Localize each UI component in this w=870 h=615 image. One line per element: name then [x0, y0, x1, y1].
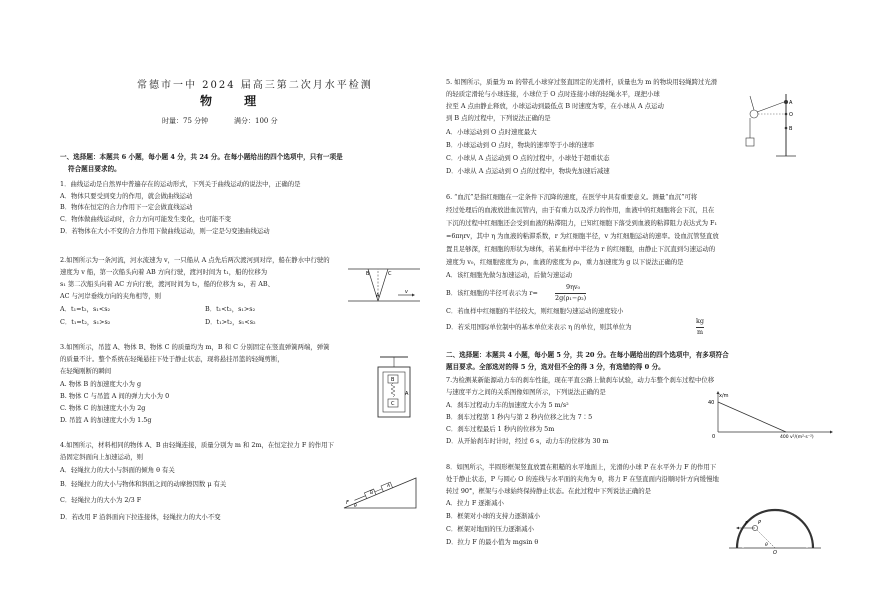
q1-option-b: B．物体在恒定的合力作用下一定会做直线运动 [60, 203, 193, 211]
subject-title: 物 理 [200, 94, 271, 108]
q2-stem-line3: s₁ 第二次船头向着 AC 方向行驶，渡河时间为 t₂，船的位移为 s₂，若 AB、 [60, 280, 274, 288]
q6-option-d-denominator: m [697, 328, 704, 336]
q7-stem-line1: 7.为检测某新能源动力车的刹车性能，现在平直公路上做刹车试验，动力车整个刹车过程中位移 [446, 376, 715, 384]
q8-fig-label-f: F [745, 521, 748, 527]
q4-option-c: C．轻绳拉力的大小为 2/3 F [60, 496, 142, 504]
q2-option-b: B．t₁<t₂，s₁>s₂ [205, 305, 256, 313]
q6-stem-line6: 速度为 v₀，红细胞密度为 ρ₁，血液的密度为 ρ₂，重力加速度为 g 以下说法正确的是 [446, 258, 684, 266]
q6-stem-line1: 6. “血沉”是指红细胞在一定条件下沉降的速度，在医学中具有重要意义。测量“血沉”可将 [446, 193, 698, 201]
q3-fig-label-b: B [391, 377, 395, 383]
q3-fig-label-c: C [391, 401, 395, 407]
exam-score: 满分：100 分 [234, 117, 278, 125]
section1-intro: 一、选择题：本题共 6 小题，每小题 4 分，共 24 分。在每小题给出的四个选项中，只有一项是 [60, 153, 343, 161]
q7-stem-line2: 与速度平方之间的关系图像如图所示，下列说法正确的是 [446, 388, 606, 396]
q1-option-d: D．若物体在大小不变的合力作用下做曲线运动，则一定是匀变速曲线运动 [60, 227, 270, 235]
q5-stem-line2: 的轻质定滑轮与小球连接，小球位于 O 点时连接小球的轻绳水平，现把小球 [446, 90, 660, 98]
q8-option-a: A．拉力 F 逐渐减小 [446, 499, 504, 507]
q8-option-d: D．拉力 F 的最小值为 mgsin θ [446, 538, 539, 546]
q6-stem-line2: 经过处理后的血液放进血沉管内，由于有重力以及浮力的作用，血液中的红细胞将会下沉，且在 [446, 206, 715, 214]
q7-fig-ytick: 40 [708, 400, 715, 406]
q5-option-c: C．小球从 A 点运动到 O 点的过程中，小球处于超重状态 [446, 154, 610, 162]
q6-option-a: A．该红细胞先做匀加速运动，后做匀速运动 [446, 271, 573, 279]
q4-option-d: D．若改用 F 沿斜面向下拉连接体，轻绳拉力的大小不变 [60, 513, 221, 521]
q7-graph-figure [704, 390, 834, 442]
right-column [440, 0, 840, 615]
q5-stem-line1: 5. 如图所示，质量为 m 的带孔小球穿过竖直固定的光滑杆，质量也为 m 的物块用轻绳跨过光滑 [446, 78, 718, 86]
q3-option-c: C. 物体 C 的加速度大小为 2g [60, 404, 146, 412]
q5-stem-line4: 到 B 点的过程中，下列说法正确的是 [446, 114, 551, 122]
q4-fig-label-theta: θ [354, 504, 357, 509]
q1-option-a: A．物体只要受到变力的作用，就会做曲线运动 [60, 192, 193, 200]
q4-option-b: B．轻绳拉力的大小与物体和斜面之间的动摩擦因数 μ 有关 [60, 480, 227, 488]
q5-stem-line3: 拉至 A 点由静止释放，小球运动到最低点 B 时速度为零，在小球从 A 点运动 [446, 102, 664, 110]
q3-option-b: B. 物体 C 与吊篮 A 间的弹力大小为 0 [60, 392, 170, 400]
q4-stem-line1: 4.如图所示，材料相同的物体 A、B 由轻绳连接，质量分别为 m 和 2m，在恒定拉力 F 的作用下 [60, 441, 334, 449]
q5-pulley-figure [740, 90, 800, 160]
q8-stem-line1: 8．如图所示，半圆形框架竖直放置在粗糙的水平地面上，光滑的小球 P 在水平外力 F 的作用下 [446, 463, 717, 471]
q5-fig-label-a: A [789, 100, 793, 106]
q5-option-d: D．小球从 A 点运动到 O 点的过程中，物块先加速后减速 [446, 167, 610, 175]
q2-fig-label-b: B [366, 271, 370, 277]
q3-option-d: D. 吊篮 A 的加速度大小为 1.5g [60, 416, 152, 424]
q6-option-d: D．若采用国际单位制中的基本单位来表示 η 的单位，则其单位为 [446, 323, 632, 331]
q3-stem-line1: 3.如图所示，吊篮 A、物体 B、物体 C 的质量均为 m，B 和 C 分别固定在竖直弹簧两端，弹簧 [60, 343, 330, 351]
q2-stem-line4: AC 与河岸垂线方向的夹角相等，则 [60, 292, 162, 300]
q8-stem-line2: 处于静止状态，P 与圆心 O 的连线与水平面的夹角为 θ，将力 F 在竖直面内沿顺时针方向缓慢地 [446, 475, 719, 483]
q8-fig-label-p: P [758, 520, 762, 526]
q4-option-a: A．轻绳拉力的大小与斜面的倾角 θ 有关 [60, 466, 175, 474]
q3-fig-label-a: A [405, 391, 409, 397]
q2-fig-label-v: v [405, 289, 408, 295]
q3-basket-figure [374, 355, 414, 420]
q4-incline-figure [340, 470, 420, 512]
q7-option-a: A．刹车过程动力车的加速度大小为 5 m/s² [446, 401, 569, 409]
q1-stem: 1．曲线运动是自然界中普遍存在的运动形式，下列关于曲线运动的说法中，正确的是 [60, 180, 301, 188]
section2-intro: 二、选择题：本题共 4 小题，每小题 5 分，共 20 分。在每小题给出的四个选项中，有多项符合 [446, 351, 729, 359]
left-column [40, 0, 440, 615]
q3-stem-line3: 在轻绳刚断的瞬间 [60, 367, 112, 375]
q1-option-c: C．物体做曲线运动时，合力方向可能发生变化，也可能不变 [60, 215, 232, 223]
q6-option-d-numerator: kg [696, 317, 704, 325]
q8-option-b: B．框架对小球的支持力逐渐减小 [446, 512, 541, 520]
school-title: 常德市一中 2024 届高三第二次月水平检测 [137, 80, 373, 91]
q2-option-c: C．t₁=t₂，s₁>s₂ [60, 318, 111, 326]
q6-stem-line4: =6πηrv，其中 η 为血液的粘滞系数，r 为红细胞半径，v 为红细胞运动的速率。设血沉管竖直放 [446, 232, 719, 240]
q6-option-b-denominator: 2g(ρ₁−ρ₂) [555, 294, 587, 302]
q7-option-b: B．刹车过程第 1 秒内与第 2 秒内位移之比为 7∶5 [446, 413, 593, 421]
q2-fig-label-c: C [388, 271, 392, 277]
q2-river-figure [348, 265, 420, 305]
q8-stem-line3: 转过 90°，框架与小球始终保持静止状态。在此过程中下列说法正确的是 [446, 487, 652, 495]
q4-fig-label-a: A [387, 484, 391, 489]
q8-fig-label-o: O [773, 550, 777, 555]
section2-intro-cont: 题目要求。全部选对的得 5 分，选对但不全的得 3 分，有选错的得 0 分。 [446, 363, 665, 371]
q5-fig-label-o: O [789, 112, 793, 118]
q7-option-c: C．刹车过程最后 1 秒内的位移为 5m [446, 425, 555, 433]
q6-option-b: B．该红细胞的半径可表示为 r= [446, 289, 538, 297]
q2-option-d: D．t₁>t₂，s₁<s₂ [205, 318, 256, 326]
q2-stem-line2: 速度为 v 船，第一次船头向着 AB 方向行驶，渡河时间为 t₁，船的位移为 [60, 268, 268, 276]
q5-option-b: B．小球运动到 O 点时，物块的速率等于小球的速率 [446, 141, 595, 149]
q6-stem-line3: 下沉的过程中红细胞还会受到血液的粘滞阻力，已知红细胞下落受到血液的粘滞阻力表达式为 F₁ [446, 219, 718, 227]
q7-option-d: D．从开始刹车时计时，经过 6 s，动力车的位移为 30 m [446, 437, 609, 445]
q6-stem-line5: 置且足够深，红细胞的形状为球体，若某血样中半径为 r 的红细胞，由静止下沉直到匀速运动的 [446, 245, 716, 253]
q2-stem-line1: 2.如图所示为一条河流，河水流速为 v，一只船从 A 点先后两次渡河到对岸，船在静水中行驶的 [60, 256, 330, 264]
q8-option-c: C．框架对地面的压力逐渐减小 [446, 525, 534, 533]
q5-fig-label-b: B [789, 126, 793, 132]
q6-option-b-numerator: 9ηv₀ [566, 283, 581, 291]
q4-fig-label-f: F [346, 500, 349, 506]
exam-time: 时量：75 分钟 [162, 117, 209, 125]
q4-fig-label-b: B [370, 491, 374, 496]
q8-frame-figure [725, 500, 825, 555]
q3-option-a: A. 物体 B 的加速度大小为 g [60, 380, 142, 388]
q8-fig-label-theta: θ [765, 543, 768, 548]
q7-fig-origin: 0 [712, 434, 716, 440]
q2-fig-label-a: A [376, 293, 380, 299]
q7-fig-ylabel: x/m [719, 393, 729, 399]
q6-option-c: C．若血样中红细胞的半径较大，则红细胞匀速运动的速度较小 [446, 307, 624, 315]
q7-fig-xlabel: 400 v²/(m²·s⁻²) [780, 435, 814, 440]
q3-stem-line2: 的质量不计。整个系统在轻绳悬挂下处于静止状态，现将悬挂吊篮的轻绳剪断， [60, 355, 284, 363]
q5-option-a: A．小球运动到 O 点时速度最大 [446, 128, 537, 136]
q2-option-a: A．t₁=t₂，s₁<s₂ [60, 305, 111, 313]
section1-intro-cont: 符合题目要求的。 [68, 165, 121, 173]
q4-stem-line2: 沿固定斜面向上加速运动，则 [60, 453, 144, 461]
